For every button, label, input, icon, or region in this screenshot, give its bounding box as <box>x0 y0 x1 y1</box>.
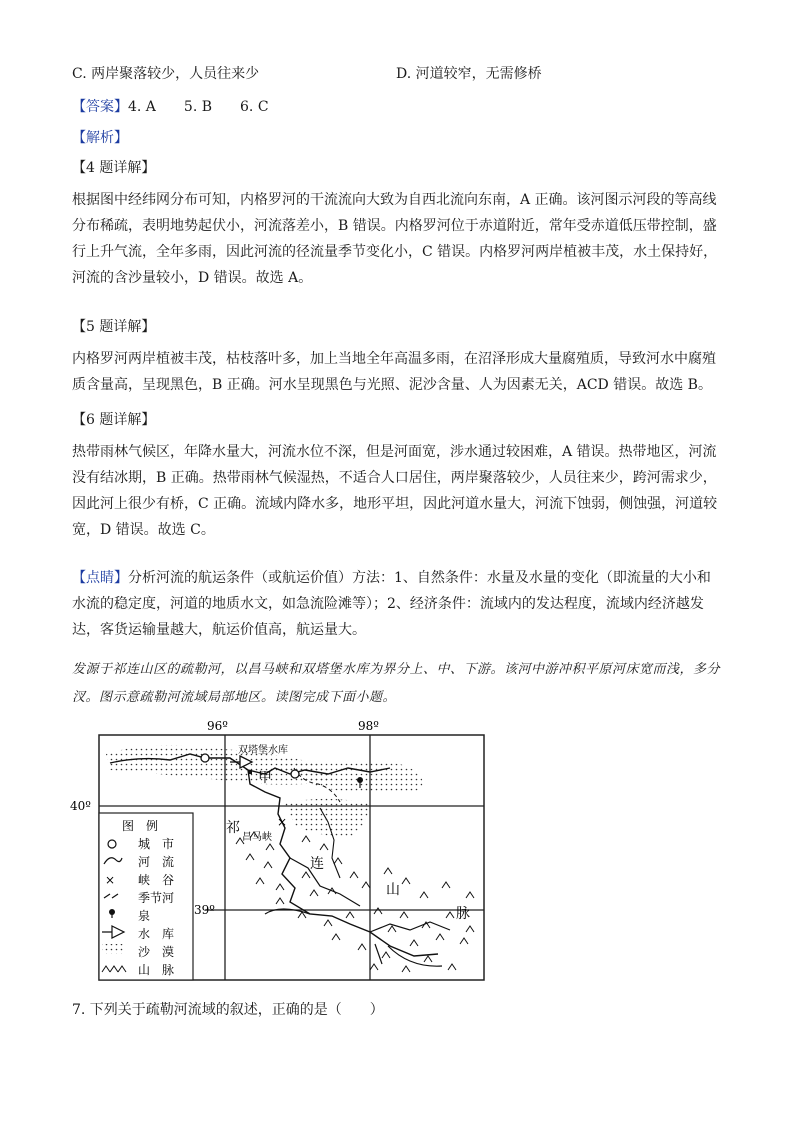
mountain-char-shan: 山 <box>386 882 400 898</box>
legend-desert-symbol <box>102 944 124 954</box>
city-west <box>201 754 209 762</box>
tip-paragraph <box>72 565 722 643</box>
analysis-tag-text: 【解析】 <box>72 130 128 146</box>
q5-heading: 【5 题详解】 <box>72 319 156 335</box>
tributary-3 <box>370 922 450 932</box>
jia-point <box>248 770 252 774</box>
answer-tag: 【答案】 <box>72 99 128 115</box>
legend-label-river: 河 流 <box>138 855 175 869</box>
q6-explanation: 热带雨林气候区，年降水量大，河流水位不深，但是河面宽，涉水通过较困难，A 错误。热带地区，河流没有结冰期，B 正确。热带雨林气候湿热，不适合人口居住，两岸聚落较少，人员往来少，跨河需求少，因此河上很少有桥，C 正确。流域内降水多，地形平坦，因此河道水量大，河流下蚀弱，侧蚀强，河道较宽，D 错误。故选 C。 <box>72 444 718 538</box>
mountain-char-lian: 连 <box>310 856 324 872</box>
lon-label-98: 98º <box>358 719 379 733</box>
lon-label-96: 96º <box>207 719 228 733</box>
desert-middle <box>285 799 370 838</box>
q5-explanation: 内格罗河两岸植被丰茂，枯枝落叶多，加上当地全年高温多雨，在沼泽形成大量腐殖质，导致河水中腐殖质含量高，呈现黑色，B 正确。河水呈现黑色与光照、泥沙含量、人为因素无关，ACD 错误。故选 B。 <box>72 351 716 393</box>
city-center <box>291 770 299 778</box>
jia-label: 甲 <box>258 770 272 786</box>
legend-label-mountain: 山 脉 <box>138 963 175 977</box>
option-d: D. 河道较窄，无需修桥 <box>396 66 542 82</box>
legend-gorge-symbol: × <box>105 873 116 887</box>
lat-label-39: 39º <box>194 903 215 917</box>
tip-text: 分析河流的航运条件（或航运价值）方法：1、自然条件：水量及水量的变化（即流量的大小和水流的稳定度，河道的地质水文，如急流险滩等）；2、经济条件：流域内的发达程度，流域内经济越发达，客货运输量越大，航运价值高，航运量大。 <box>72 570 711 638</box>
question-7: 7. 下列关于疏勒河流域的叙述，正确的是（ ） <box>72 1002 384 1018</box>
reservoir-label: 双塔堡水库 <box>238 745 288 756</box>
legend-label-gorge: 峡 谷 <box>138 873 175 887</box>
shule-river-upper <box>248 770 438 956</box>
mountain-range <box>236 832 474 972</box>
q6-heading: 【6 题详解】 <box>72 412 156 428</box>
tributary-6 <box>375 944 382 964</box>
q4-explanation: 根据图中经纬网分布可知，内格罗河的干流流向大致为自西北流向东南，A 正确。该河图示河段的等高线分布稀疏，表明地势起伏小，河流落差小，B 错误。内格罗河位于赤道附近，常年受赤道低压带控制，盛行上升气流，全年多雨，因此河流的径流量季节变化小，C 错误。内格罗河两岸植被丰茂，水土保持好，河流的含沙量较小，D 错误。故选 A。 <box>72 192 718 286</box>
legend-title: 图 例 <box>122 819 159 833</box>
answer-line <box>72 97 722 117</box>
q4-heading: 【4 题详解】 <box>72 160 156 176</box>
legend-label-desert: 沙 漠 <box>138 945 175 959</box>
tip-tag: 【点睛】 <box>72 570 128 586</box>
tributary-1 <box>290 858 360 906</box>
legend-label-city: 城 市 <box>138 837 175 851</box>
map-intro: 发源于祁连山区的疏勒河，以昌马峡和双塔堡水库为界分上、中、下游。该河中游冲积平原河床宽而浅，多分汊。图示意疏勒河流域局部地区。读图完成下面小题。 <box>72 662 721 705</box>
mountain-char-qi: 祁 <box>226 820 240 836</box>
legend-label-reservoir: 水 库 <box>138 927 175 941</box>
option-c: C. 两岸聚落较少，人员往来少 <box>72 66 260 82</box>
answer-text: 4. A 5. B 6. C <box>128 99 269 115</box>
shule-river-map <box>70 718 500 988</box>
mountain-char-mai: 脉 <box>456 906 470 922</box>
legend-label-spring: 泉 <box>138 909 151 923</box>
map-svg <box>70 718 500 988</box>
gorge-label: 昌马峡 <box>242 832 272 843</box>
legend-label-seasonal: 季节河 <box>138 891 175 905</box>
analysis-tag <box>72 128 722 148</box>
gorge-symbol: × <box>277 815 288 829</box>
legend-city-symbol <box>108 840 116 848</box>
lat-label-40: 40º <box>70 799 91 813</box>
